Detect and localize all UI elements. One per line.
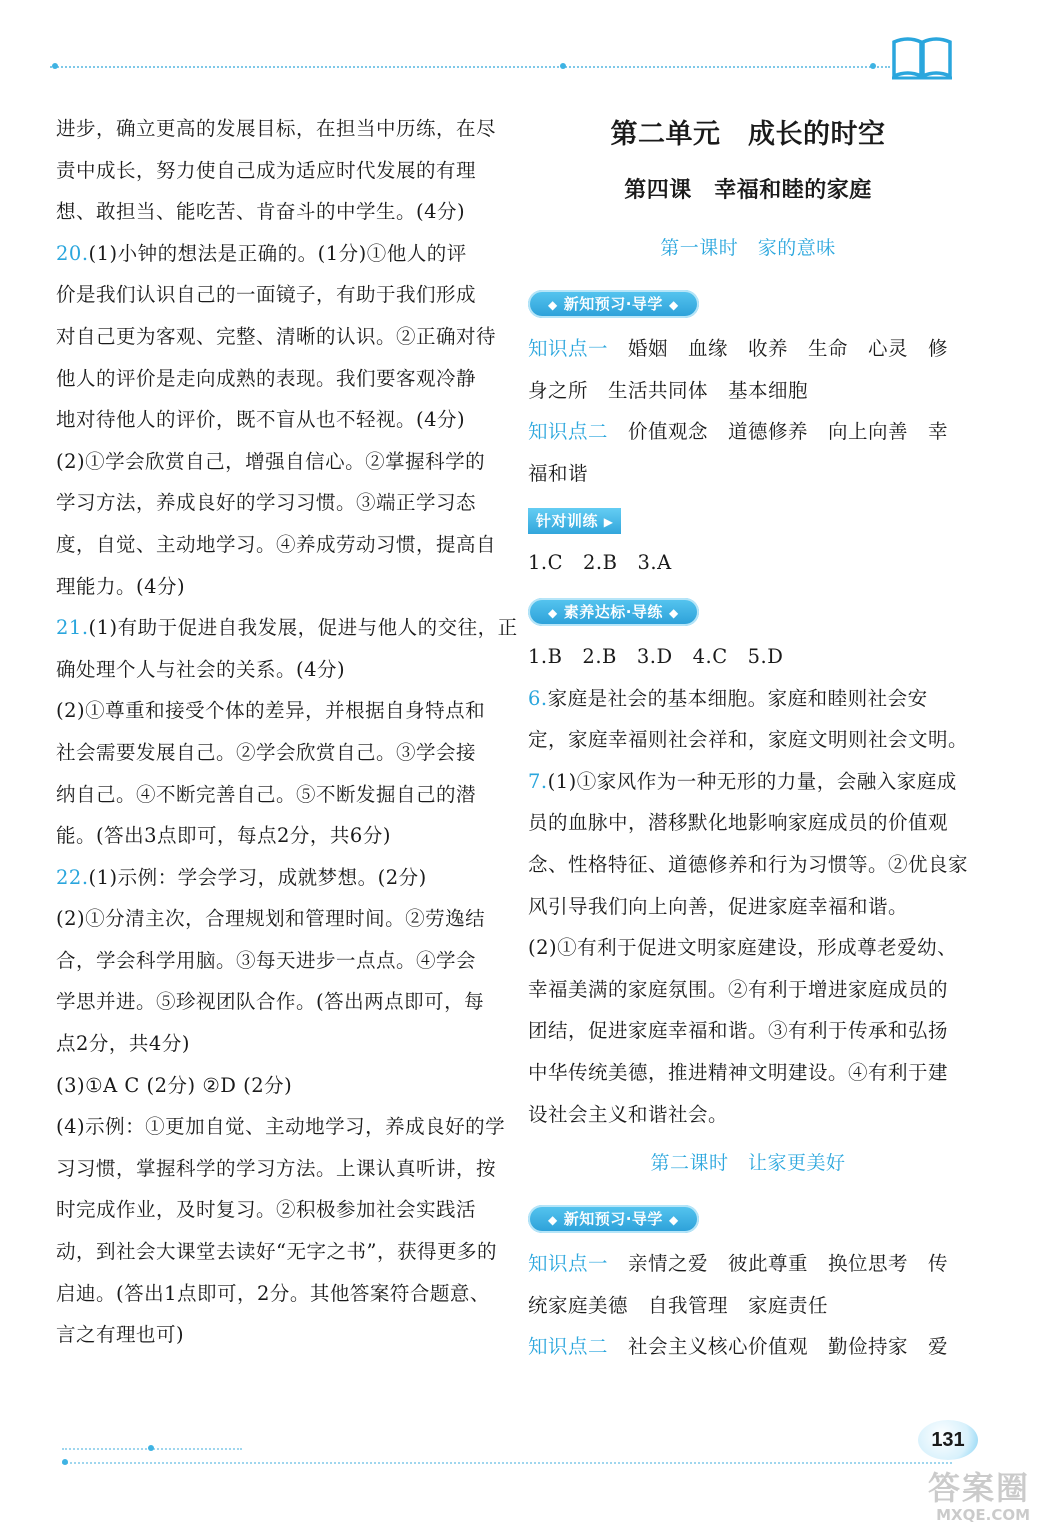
text-line: 学思并进。⑤珍视团队合作。(答出两点即可，每 bbox=[56, 990, 485, 1014]
text-line: 言之有理也可) bbox=[56, 1323, 185, 1347]
diamond-icon: ◆ bbox=[668, 1213, 679, 1228]
question-21-line bbox=[56, 607, 518, 649]
text-line: 身之所 生活共同体 基本细胞 bbox=[528, 378, 809, 402]
text-line: 确处理个人与社会的关系。(4分) bbox=[56, 657, 346, 681]
text-line: 对自己更为客观、完整、清晰的认识。②正确对待 bbox=[56, 324, 497, 348]
unit-title: 第二单元 成长的时空 bbox=[610, 119, 886, 150]
text-line: (2)①分清主次，合理规划和管理时间。②劳逸结 bbox=[56, 907, 486, 931]
text-line: 中华传统美德，推进精神文明建设。④有利于建 bbox=[528, 1060, 949, 1084]
text-line: 想、敢担当、能吃苦、肯奋斗的中学生。(4分) bbox=[56, 200, 466, 224]
text-line: 设社会主义和谐社会。 bbox=[528, 1102, 729, 1126]
text-line: 纳自己。④不断完善自己。⑤不断发掘自己的潜 bbox=[56, 782, 477, 806]
knowledge-point-text: 价值观念 道德修养 向上向善 幸 bbox=[608, 420, 949, 444]
left-column bbox=[56, 108, 518, 1356]
right-column bbox=[528, 110, 968, 1368]
preview-badge bbox=[528, 290, 699, 318]
section-header bbox=[528, 494, 968, 542]
question-number: 6. bbox=[528, 686, 548, 710]
diamond-icon: ◆ bbox=[548, 298, 558, 312]
text-line: 合，学会科学用脑。③每天进步一点点。④学会 bbox=[56, 948, 477, 972]
text-line: 动，到社会大课堂去读好“无字之书”，获得更多的 bbox=[56, 1240, 497, 1264]
answers-line: 1.C 2.B 3.A bbox=[528, 551, 672, 575]
question-7-line bbox=[528, 761, 968, 803]
text-line: 他人的评价是走向成熟的表现。我们要客观冷静 bbox=[56, 366, 477, 390]
text-line: (4)示例：①更加自觉、主动地学习，养成良好的学 bbox=[56, 1115, 506, 1139]
watermark bbox=[880, 1470, 1030, 1530]
knowledge-point bbox=[528, 1243, 968, 1285]
header-dot bbox=[560, 63, 566, 69]
practice-badge bbox=[528, 598, 699, 626]
text-line: 福和谐 bbox=[528, 461, 589, 485]
section-header bbox=[528, 1191, 968, 1243]
book-icon bbox=[890, 34, 954, 80]
diamond-icon: ◆ bbox=[668, 298, 679, 312]
footer-dot bbox=[148, 1445, 154, 1451]
knowledge-point bbox=[528, 411, 968, 453]
text-line: 员的血脉中，潜移默化地影响家庭成员的价值观 bbox=[528, 811, 949, 835]
text-line: 社会需要发展自己。②学会欣赏自己。③学会接 bbox=[56, 740, 477, 764]
section-header bbox=[528, 276, 968, 328]
text-line: 定，家庭幸福则社会祥和，家庭文明则社会文明。 bbox=[528, 728, 969, 752]
text-line: 责中成长，努力使自己成为适应时代发展的有理 bbox=[56, 158, 477, 182]
text-line: 统家庭美德 自我管理 家庭责任 bbox=[528, 1293, 829, 1317]
text-line: 点2分，共4分) bbox=[56, 1032, 190, 1056]
knowledge-point bbox=[528, 328, 968, 370]
text-line: (3)①A C (2分) ②D (2分) bbox=[56, 1073, 293, 1097]
diamond-icon: ◆ bbox=[548, 605, 558, 620]
question-number: 7. bbox=[528, 769, 548, 793]
watermark-logo: 答案圈 bbox=[927, 1469, 1030, 1507]
question-text: (1)示例：学会学习，成就梦想。(2分) bbox=[88, 865, 427, 889]
text-line: 时完成作业，及时复习。②积极参加社会实践活 bbox=[56, 1198, 477, 1222]
knowledge-point-text: 社会主义核心价值观 勤俭持家 爱 bbox=[608, 1335, 949, 1359]
text-line: 学习方法，养成良好的学习习惯。③端正学习态 bbox=[56, 491, 477, 515]
badge-label: 新知预习·导学 bbox=[563, 1210, 663, 1229]
badge-label: 新知预习·导学 bbox=[563, 295, 663, 313]
knowledge-point bbox=[528, 1326, 968, 1368]
page-number: 131 bbox=[918, 1420, 978, 1460]
text-line: 能。(答出3点即可，每点2分，共6分) bbox=[56, 824, 391, 848]
question-20-line bbox=[56, 233, 496, 275]
footer-dotted-line bbox=[62, 1462, 952, 1464]
text-line: 团结，促进家庭幸福和谐。③有利于传承和弘扬 bbox=[528, 1019, 949, 1043]
answers-line: 1.B 2.B 3.D 4.C 5.D bbox=[528, 644, 784, 668]
text-line: 念、性格特征、道德修养和行为习惯等。②优良家 bbox=[528, 852, 969, 876]
knowledge-point-label: 知识点二 bbox=[528, 1335, 609, 1359]
training-tag bbox=[528, 508, 621, 534]
knowledge-point-label: 知识点一 bbox=[528, 1252, 609, 1276]
question-text: (1)有助于促进自我发展，促进与他人的交往，正 bbox=[88, 616, 518, 640]
text-line: 习习惯，掌握科学的学习方法。上课认真听讲，按 bbox=[56, 1156, 497, 1180]
header-dot bbox=[870, 63, 876, 69]
tag-label: 针对训练 bbox=[536, 512, 599, 531]
period-title: 第一课时 家的意味 bbox=[660, 237, 836, 259]
watermark-url: MXQE.COM bbox=[936, 1506, 1030, 1524]
section-header bbox=[528, 584, 968, 636]
header-dot bbox=[52, 63, 58, 69]
text-line: 风引导我们向上向善，促进家庭幸福和谐。 bbox=[528, 894, 909, 918]
text-line: 启迪。(答出1点即可，2分。其他答案符合题意、 bbox=[56, 1281, 490, 1305]
question-number: 20. bbox=[56, 241, 89, 265]
badge-label: 素养达标·导练 bbox=[563, 602, 663, 621]
period-title: 第二课时 让家更美好 bbox=[650, 1152, 846, 1175]
preview-badge bbox=[528, 1205, 699, 1233]
question-6-line bbox=[528, 678, 968, 720]
question-number: 22. bbox=[56, 865, 89, 889]
text-line: 价是我们认识自己的一面镜子，有助于我们形成 bbox=[56, 283, 477, 307]
knowledge-point-label: 知识点一 bbox=[528, 337, 609, 360]
knowledge-point-text: 婚姻 血缘 收养 生命 心灵 修 bbox=[608, 337, 949, 360]
knowledge-point-label: 知识点二 bbox=[528, 420, 609, 444]
text-line: 度，自觉、主动地学习。④养成劳动习惯，提高自 bbox=[56, 532, 497, 556]
diamond-icon: ◆ bbox=[548, 1213, 558, 1228]
text-line: 地对待他人的评价，既不盲从也不轻视。(4分) bbox=[56, 408, 466, 432]
question-22-line bbox=[56, 857, 496, 899]
text-line: 幸福美满的家庭氛围。②有利于增进家庭成员的 bbox=[528, 977, 949, 1001]
text-line: (2)①尊重和接受个体的差异，并根据自身特点和 bbox=[56, 699, 486, 723]
question-text: (1)①家风作为一种无形的力量，会融入家庭成 bbox=[547, 769, 957, 793]
text-line: (2)①学会欣赏自己，增强自信心。②掌握科学的 bbox=[56, 449, 486, 473]
text-line: 进步，确立更高的发展目标，在担当中历练，在尽 bbox=[56, 117, 497, 140]
question-text: 家庭是社会的基本细胞。家庭和睦则社会安 bbox=[547, 686, 928, 710]
play-arrow-icon: ▶ bbox=[603, 515, 614, 530]
question-number: 21. bbox=[56, 616, 89, 640]
knowledge-point-text: 亲情之爱 彼此尊重 换位思考 传 bbox=[608, 1252, 949, 1276]
text-line: 理能力。(4分) bbox=[56, 574, 186, 598]
diamond-icon: ◆ bbox=[668, 605, 679, 620]
footer-dot bbox=[62, 1459, 68, 1465]
text-line: (2)①有利于促进文明家庭建设，形成尊老爱幼、 bbox=[528, 936, 958, 960]
lesson-title: 第四课 幸福和睦的家庭 bbox=[624, 177, 872, 203]
question-text: (1)小钟的想法是正确的。(1分)①他人的评 bbox=[88, 241, 467, 265]
header-dotted-line bbox=[50, 66, 890, 68]
